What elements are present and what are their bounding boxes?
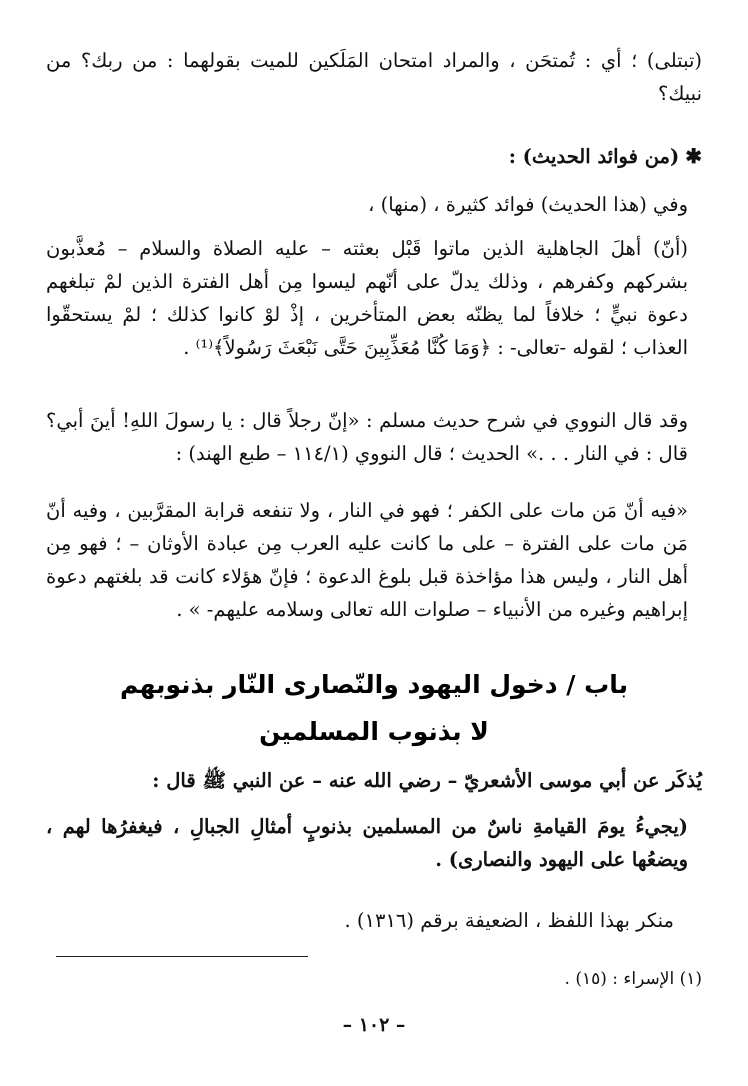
page-number: – ١٠٢ – (342, 1014, 406, 1036)
paragraph-nawawi: وقد قال النووي في شرح حديث مسلم : «إنّ رجلاً قال : يا رسولَ اللهِ! أينَ أبي؟ قال : في النار . . .» الحديث ؛ قال النووي (١١٤/١ – طبع الهند) : (46, 409, 688, 465)
hadith-text: (يجيءُ يومَ القيامةِ ناسٌ من المسلمين بذنوبٍ أمثالِ الجبالِ ، فيغفرُها لهم ، ويضعُها على اليهود والنصارى) . (46, 815, 688, 871)
paragraph-jahiliyya: (أنّ) أهلَ الجاهلية الذين ماتوا قَبْل بعثته – عليه الصلاة والسلام – مُعذَّبون بشركهم وكفرهم ، وذلك يدلّ على أنّهم ليسوا مِن أهل الفترة الذين لمْ تبلغهم دعوة نبيٍّ ؛ خلافاً لما يظنّه بعض المتأخرين ، إذْ لوْ كانوا كذلك ؛ لمْ يستحقّوا العذاب ؛ لقوله -تعالى- : ﴿وَمَا كُنَّا مُعَذِّبِينَ حَتَّى نَبْعَثَ رَسُولاً﴾⁽¹⁾ . (46, 237, 688, 359)
benefits-heading-text: (من فوائد الحديث) : (508, 145, 680, 168)
chapter-title-line1: باب / دخول اليهود والنّصارى النّار بذنوبهم (120, 670, 628, 699)
grading-note: منكر بهذا اللفظ ، الضعيفة برقم (١٣١٦) . (344, 909, 674, 932)
hadith-intro: يُذكَر عن أبي موسى الأشعريّ – رضي الله عنه – عن النبي ﷺ قال : (152, 769, 702, 792)
paragraph-intro: وفي (هذا الحديث) فوائد كثيرة ، (منها) ، (368, 193, 688, 216)
paragraph-nawawi-quote: «فيه أنّ مَن مات على الكفر ؛ فهو في النار ، ولا تنفعه قرابة المقرَّبين ، وفيه أنّ مَن مات على الفترة – على ما كانت عليه العرب مِن عبادة الأوثان – ؛ فهو مِن أهل النار ، وليس هذا مؤاخذة قبل بلوغ الدعوة ؛ فإنّ هؤلاء كانت قد بلغتهم دعوة إبراهيم وغيره من الأنبياء – صلوات الله تعالى وسلامه عليهم- » . (46, 499, 688, 621)
footnote: (١) الإسراء : (١٥) . (564, 969, 702, 989)
asterisk-icon: ✱ (685, 144, 702, 168)
benefits-heading (46, 140, 702, 173)
footnote-divider (56, 956, 308, 957)
chapter-title-line2: لا بذنوب المسلمين (259, 717, 489, 746)
top-paragraph: (تبتلى) ؛ أي : تُمتحَن ، والمراد امتحان المَلَكين للميت بقولهما : من ربك؟ من نبيك؟ (46, 49, 702, 105)
